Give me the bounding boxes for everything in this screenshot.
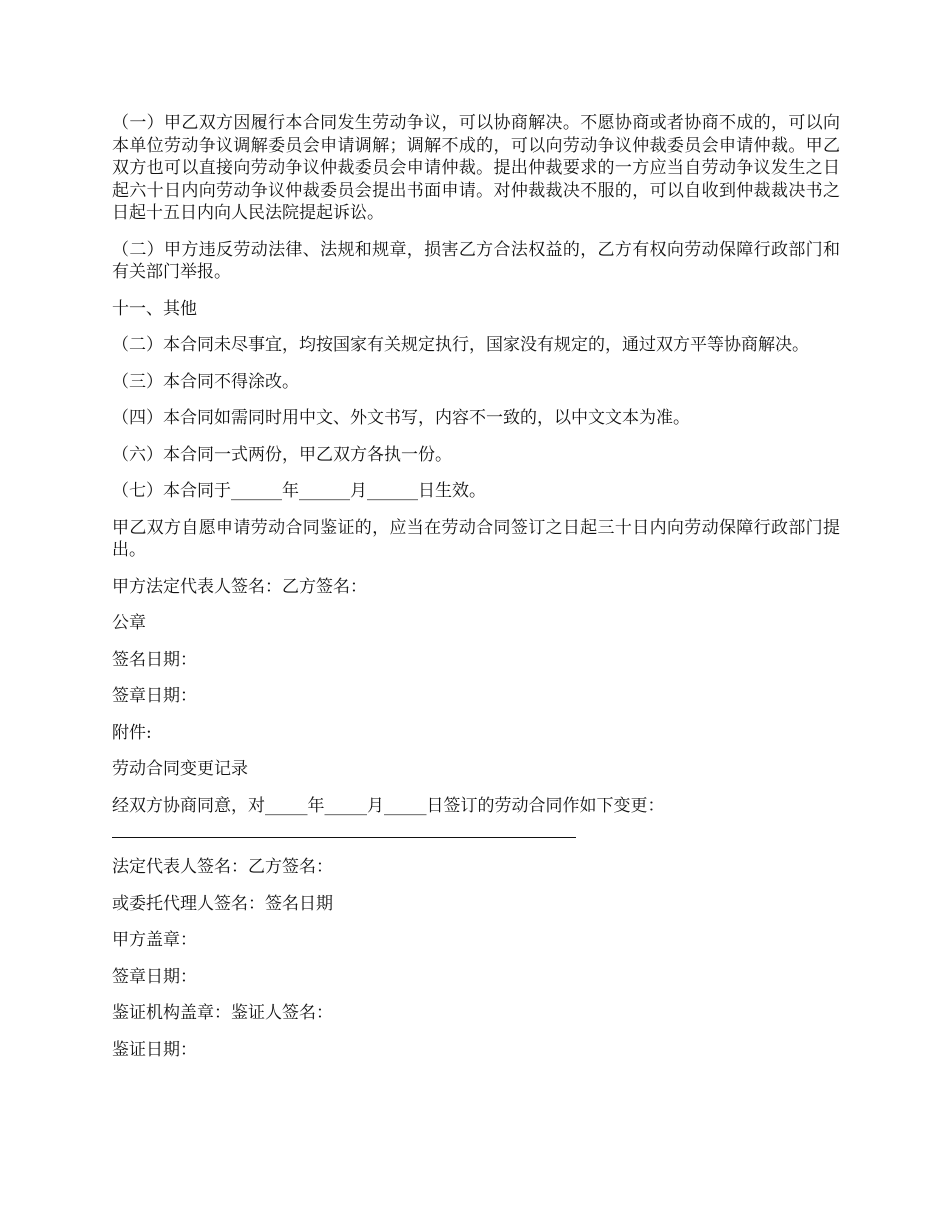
section-heading-other: 十一、其他	[112, 298, 197, 319]
seal-date-label: 签章日期：	[112, 686, 197, 706]
clause-no-alteration: （三）本合同不得涂改。	[112, 371, 299, 392]
clause-effective-date: （七）本合同于______年______月______日生效。	[112, 481, 486, 501]
seal-date-label-2: 签章日期：	[112, 966, 197, 987]
signing-date-label: 签名日期：	[112, 649, 197, 670]
attachment-label: 附件:	[112, 722, 152, 743]
signature-line-party-a: 甲方法定代表人签名：乙方签名：	[112, 576, 367, 597]
change-record-title: 劳动合同变更记录	[112, 759, 248, 779]
signature-line-agent: 或委托代理人签名：签名日期	[112, 893, 333, 914]
party-a-seal-label: 甲方盖章：	[112, 930, 197, 950]
authentication-paragraph: 甲乙双方自愿申请劳动合同鉴证的，应当在劳动合同签订之日起三十日内向劳动保障行政部门提出。	[112, 517, 840, 560]
official-seal-label: 公章	[112, 613, 146, 633]
clause-unresolved-matters: （二）本合同未尽事宜，均按国家有关规定执行，国家没有规定的，通过双方平等协商解决。	[112, 335, 809, 355]
authentication-seal-line: 鉴证机构盖章：鉴证人签名：	[112, 1003, 333, 1023]
dispute-resolution-paragraph: （一）甲乙双方因履行本合同发生劳动争议，可以协商解决。不愿协商或者协商不成的，可以向本单位劳动争议调解委员会申请调解；调解不成的，可以向劳动争议仲裁委员会申请仲裁。甲乙双方也可以直接向劳动争议仲裁委员会申请仲裁。提出仲裁要求的一方应当自劳动争议发生之日起六十日内向劳动争议仲裁委员会提出书面申请。对仲裁裁决不服的，可以自收到仲裁裁决书之日起十五日内向人民法院提起诉讼。	[112, 113, 840, 223]
clause-copies: （六）本合同一式两份，甲乙双方各执一份。	[112, 444, 452, 465]
authentication-date-label: 鉴证日期：	[112, 1039, 197, 1060]
change-agreement-paragraph: 经双方协商同意，对_____年_____月_____日签订的劳动合同作如下变更：	[112, 795, 665, 816]
signature-line-representative: 法定代表人签名：乙方签名：	[112, 857, 333, 877]
clause-language: （四）本合同如需同时用中文、外文书写，内容不一致的，以中文文本为准。	[112, 408, 690, 428]
violation-report-paragraph: （二）甲方违反劳动法律、法规和规章，损害乙方合法权益的，乙方有权向劳动保障行政部门和有关部门举报。	[112, 239, 840, 282]
